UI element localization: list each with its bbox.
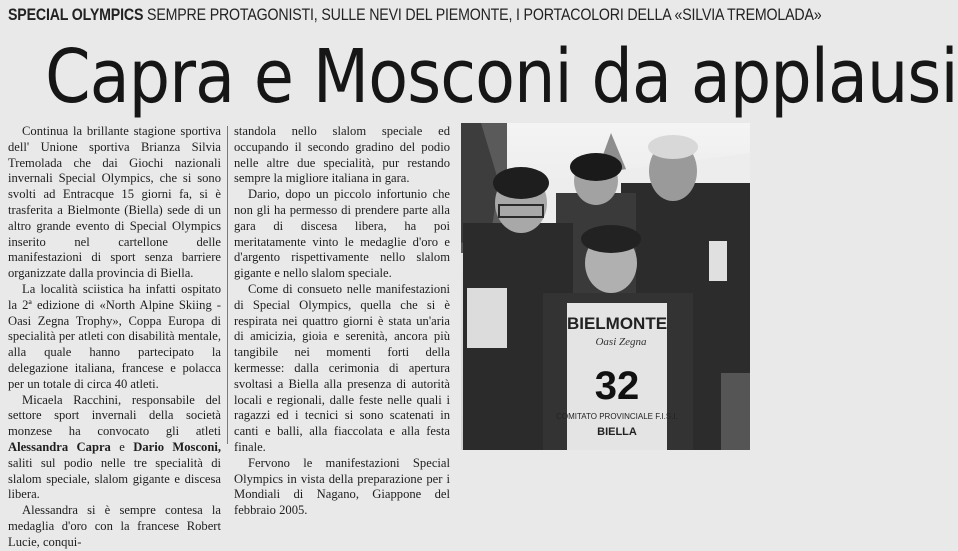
athlete-name: Dario Mosconi, [133, 439, 221, 454]
paragraph [8, 393, 221, 504]
athlete-name: Alessandra Capra [8, 439, 111, 454]
team-photo [461, 123, 750, 450]
kicker [8, 6, 822, 30]
article-column-1 [8, 124, 221, 551]
paragraph-text: saliti sul podio nelle tre specialità di slalom speciale, slalom gigante e discesa libera. [8, 455, 221, 502]
jacket-stripe [709, 241, 727, 281]
front-hat [581, 225, 641, 253]
article-column-2 [234, 124, 450, 519]
bib-org: COMITATO PROVINCIALE F.I.S.I. [556, 412, 678, 421]
bib-sub: Oasi Zegna [595, 336, 647, 348]
paragraph: Continua la brillante stagione sportiva dell' Unione sportiva Brianza Silvia Tremolada che dai Giochi nazionali invernali Special Olympics, che si sono svolti ad Entracque 15 giorni fa, si è trasferita a Bielmonte (Biella) sede di un altro grande evento di Special Olympics inserito nel cartellone delle manifestazioni di sport senza barriere organizzate dalla provincia di Biella. [8, 124, 221, 281]
bib-brand: BIELMONTE [566, 314, 668, 333]
paragraph-text: Micaela Racchini, responsabile del settore sport invernali della società monzese ha convocato gli atleti [8, 392, 221, 439]
paragraph: La località sciistica ha infatti ospitato la 2ª edizione di «North Alpine Skiing - Oasi Zegna Trophy», Coppa Europa di specialità per atleti con disabilità mentale, alla quale hanno partecipato la delegazione italiana, francese e polacca per un totale di circa 40 atleti. [8, 281, 221, 391]
coach-hair [648, 135, 698, 159]
kicker-label: SPECIAL OLYMPICS [8, 6, 144, 24]
boy-hair [493, 167, 549, 199]
paragraph: Fervono le manifestazioni Special Olympics in vista della preparazione per i Mondiali di Nagano, Giappone del febbraio 2005. [234, 455, 450, 518]
paragraph: Come di consueto nelle manifestazioni di Special Olympics, quella che si è respirata nei quattro giorni è stata un'aria di amicizia, gioia e serenità, ancora più tangibile nei momenti forti della kermesse: dalla cerimonia di apertura svoltasi a Biella alla presenza di autorità locali e regionali, dalle feste nelle quali i ragazzi ed i tecnici si sono scatenati in canti e balli, alla fiaccolata e alla festa finale. [234, 281, 450, 454]
conjunction: e [119, 439, 125, 454]
headline: Capra e Mosconi da applausi [45, 34, 958, 120]
boy-bib [467, 288, 507, 348]
bib-number: 32 [594, 364, 640, 408]
paragraph: standola nello slalom speciale ed occupando il secondo gradino del podio nelle altre due specialità, pur restando sempre la migliore italiana in gara. [234, 124, 450, 186]
right-shadow [721, 373, 750, 450]
column-divider [227, 126, 228, 444]
paragraph: Dario, dopo un piccolo infortunio che non gli ha permesso di prendere parte alla gara di discesa libera, ha poi meritatamente vinto le medaglie d'oro e d'argento rispettivamente nello slalom gigante e nello slalom speciale. [234, 187, 450, 281]
paragraph: Alessandra si è sempre contesa la medaglia d'oro con la francese Robert Lucie, conqui- [8, 503, 221, 549]
kicker-text: SEMPRE PROTAGONISTI, SULLE NEVI DEL PIEMONTE, I PORTACOLORI DELLA «SILVIA TREMOLADA» [147, 6, 822, 24]
bib-city: BIELLA [597, 426, 637, 438]
girl-hair [570, 153, 622, 181]
